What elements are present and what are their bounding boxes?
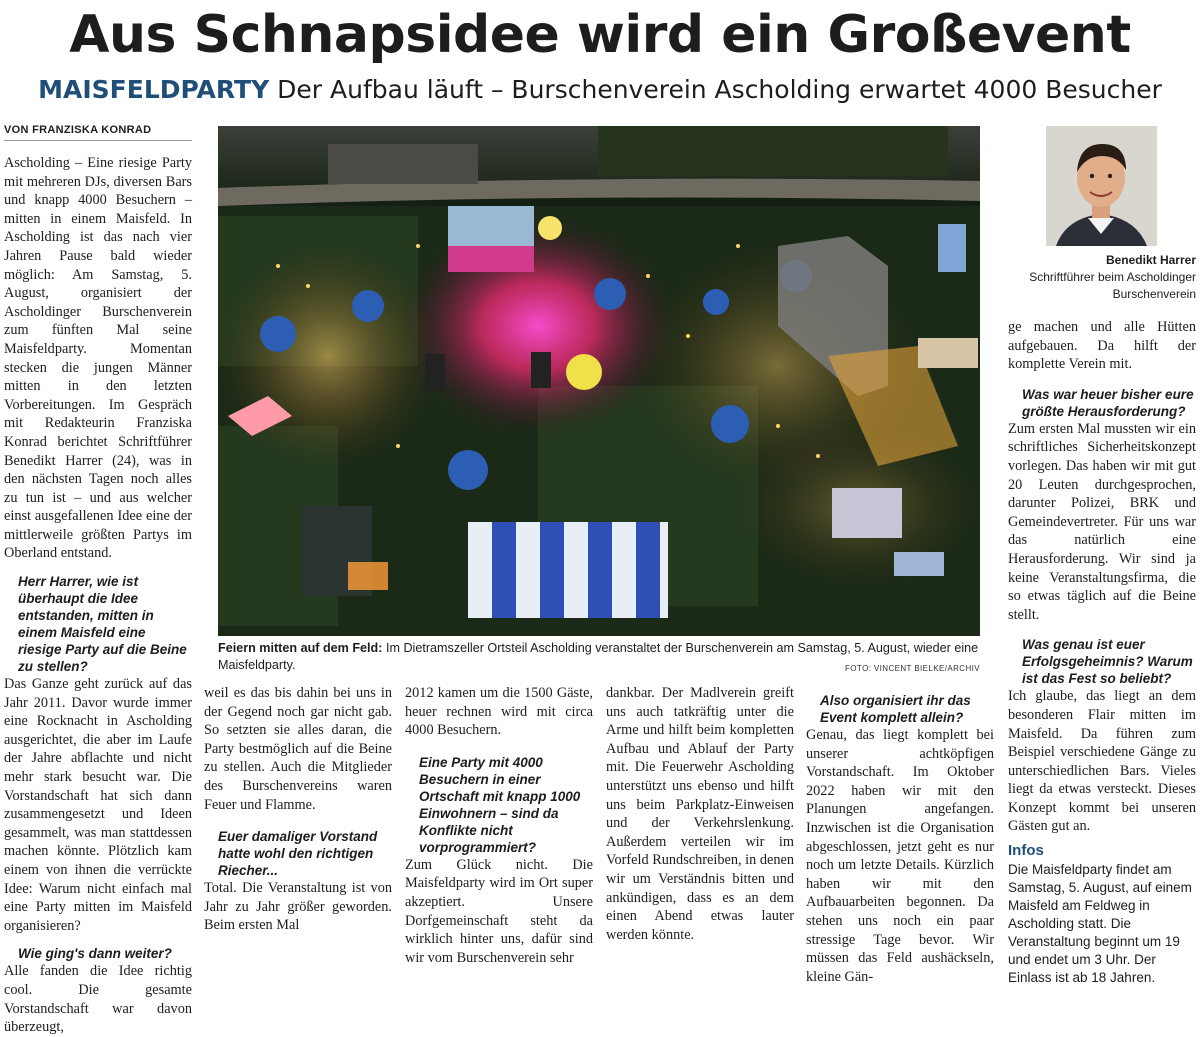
kicker: MAISFELDPARTY	[38, 75, 270, 104]
question: Wie ging's dann weiter?	[18, 946, 172, 962]
column-4	[606, 684, 794, 944]
answer-paragraph: Ich glaube, das liegt an dem besonderen Flair mitten im Maisfeld. Da führen zum Beispiel verschiedene Gänge zu unterschiedlichen Bars. Vieles liegt da etwas versteckt. Dieses Konzept kommt bei unseren Gästen gut an.	[1008, 688, 1196, 835]
portrait-caption	[1008, 252, 1196, 303]
column-6	[1008, 318, 1196, 987]
question: Herr Harrer, wie ist überhaupt die Idee entstanden, mitten in einem Maisfeld eine riesige Party auf die Beine zu stellen?	[18, 574, 187, 675]
subheadline-text: Der Aufbau läuft – Burschenverein Ascholding erwartet 4000 Besucher	[277, 75, 1162, 104]
caption-text: Im Dietramszeller Ortsteil Ascholding veranstaltet der Burschenverein am Samstag, 5. August, wieder eine Maisfeldparty.	[218, 641, 979, 672]
infos-heading: Infos	[1008, 842, 1044, 860]
column-2	[204, 684, 392, 935]
answer-paragraph: Zum ersten Mal mussten wir ein schriftliches Sicherheitskonzept vorlegen. Das haben wir mit gut 20 Leuten durchgesprochen, darunter Polizei, BRK und Gemeindevertreter. Für uns war das natürlich eine Herausforderung. Wir sind ja keine Veranstaltungsfirma, die so etwas täglich auf die Beine stellt.	[1008, 420, 1196, 623]
subheadline	[0, 74, 1200, 106]
question: Was war heuer bisher eure größte Herausforderung?	[1022, 386, 1194, 419]
question: Euer damaliger Vorstand hatte wohl den richtigen Riecher...	[218, 829, 378, 879]
portrait-photo	[1046, 126, 1157, 246]
author-byline: VON FRANZISKA KONRAD	[4, 124, 192, 141]
answer-paragraph: Das Ganze geht zurück auf das Jahr 2011. Davor wurde immer eine Rocknacht in Ascholding ausgerichtet, die aber im Laufe der Jahre abflachte und nicht mehr stark besucht war. Die Vorstandschaft hat sich dann zusammengesetzt und Ideen gesammelt, was man stattdessen machen könnte. Plötzlich kam einem von ihnen die verrückte Idee: Warum nicht einfach mal eine Party mitten im Maisfeld organisieren?	[4, 676, 192, 934]
portrait-name: Benedikt Harrer	[1105, 253, 1196, 267]
answer-paragraph: Genau, das liegt komplett bei unserer achtköpfigen Vorstandschaft. Im Oktober 2022 haben wir mit den Planungen angefangen. Inzwischen ist die Organisation abgeschlossen, jetzt geht es nur noch um letzte Details. Kürzlich haben wir mit den Aufbauarbeiten begonnen. Da stehen uns noch ein paar stressige Tage bevor. Wir müssen das Feld aushäckseln, kleine Gän-	[806, 727, 994, 985]
question: Also organisiert ihr das Event komplett allein?	[820, 693, 971, 725]
infos-text: Die Maisfeldparty findet am Samstag, 5. August, auf einem Maisfeld am Feldweg in Ascholding statt. Die Veranstaltung beginnt um 19 und endet um 3 Uhr. Der Einlass ist ab 18 Jahren.	[1008, 861, 1192, 985]
headline: Aus Schnapsidee wird ein Großevent	[69, 5, 1131, 65]
portrait-role: Schriftführer beim Ascholdinger Burschenverein	[1029, 270, 1196, 301]
answer-paragraph: ge machen und alle Hütten aufgebauen. Da hilft der komplette Verein mit.	[1008, 319, 1196, 373]
photo-credit: FOTO: VINCENT BIELKE/ARCHIV	[845, 664, 980, 673]
column-5	[806, 692, 994, 986]
answer-paragraph: dankbar. Der Madlverein greift uns auch tatkräftig unter die Arme und hilft beim kompletten Aufbau und Ablauf der Party mit. Die Feuerwehr Ascholding unterstützt uns ebenso und hilft uns beim Parkplatz-Einweisen und der Verkehrslenkung. Außerdem verteilen wir im Vorfeld Rundschreiben, in denen wir um Verständnis bitten und ankündigen, dass es an dem einen Abend etwas lauter werden könnte.	[606, 685, 794, 943]
answer-paragraph: Zum Glück nicht. Die Maisfeldparty wird im Ort super akzeptiert. Unsere Dorfgemeinschaft steht da wirklich hinter uns, dafür sind wir vom Burschenverein sehr	[405, 856, 593, 966]
column-1	[4, 154, 192, 1037]
column-3	[405, 684, 593, 967]
answer-paragraph: weil es das bis dahin bei uns in der Gegend noch gar nicht gab. So setzten sie alles daran, die Party bestmöglich auf die Beine zu stellen. Auch die Mitglieder des Burschenvereins waren Feuer und Flamme.	[204, 685, 392, 813]
question: Was genau ist euer Erfolgsgeheimnis? Warum ist das Fest so beliebt?	[1022, 637, 1193, 687]
party-aerial-photo	[218, 126, 980, 636]
answer-paragraph: 2012 kamen um die 1500 Gäste, heuer rechnen wird mit circa 4000 Besuchern.	[405, 685, 593, 739]
question: Eine Party mit 4000 Besuchern in einer Ortschaft mit knapp 1000 Einwohnern – sind da Konflikte nicht vorprogrammiert?	[419, 754, 581, 855]
photo-caption	[218, 640, 980, 674]
intro-paragraph: Ascholding – Eine riesige Party mit mehreren DJs, diversen Bars und knapp 4000 Besuchern – mitten in einem Maisfeld. In Ascholding ist das nach vier Jahren Pause bald wieder möglich: Am Samstag, 5. August, organisiert der Ascholdinger Burschenverein zum fünften Mal seine Maisfeldparty. Momentan stecken die jungen Männer mitten in den letzten Vorbereitungen. Im Gespräch mit Redakteurin Franziska Konrad berichtet Schriftführer Benedikt Harrer (24), was in den nächsten Tagen noch alles zu tun ist – und aus welcher einst ausgefallenen Idee eine der mittlerweile größten Partys im Oberland entstand.	[4, 155, 192, 562]
aerial-photo-graphic	[218, 126, 980, 636]
answer-paragraph: Total. Die Veranstaltung ist von Jahr zu Jahr größer geworden. Beim ersten Mal	[204, 880, 392, 934]
answer-paragraph: Alle fanden die Idee richtig cool. Die gesamte Vorstandschaft war davon überzeugt,	[4, 963, 192, 1036]
caption-lead: Feiern mitten auf dem Feld:	[218, 641, 383, 655]
portrait-graphic	[1046, 126, 1157, 246]
